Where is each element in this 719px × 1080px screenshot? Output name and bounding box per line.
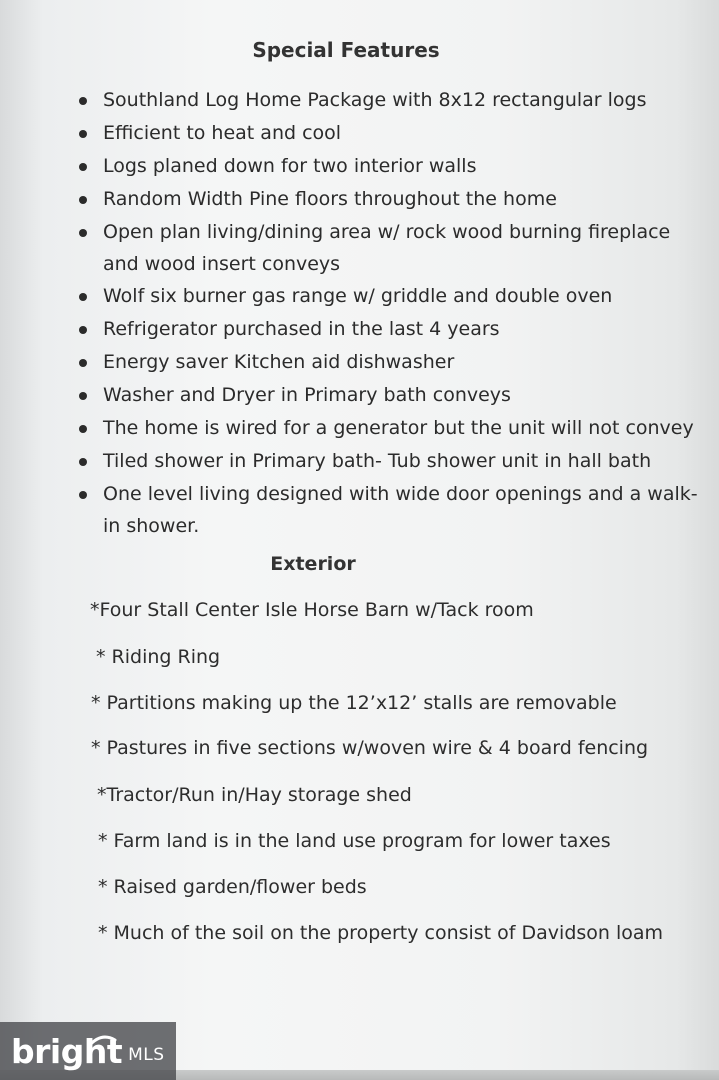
list-item: Efficient to heat and cool: [0, 117, 719, 150]
watermark-brand: bright: [11, 1031, 123, 1071]
exterior-item: * Pastures in five sections w/woven wire & 4 board fencing: [91, 737, 649, 759]
exterior-item: *Four Stall Center Isle Horse Barn w/Tack room: [90, 599, 534, 621]
exterior-item: * Farm land is in the land use program for lower taxes: [98, 830, 611, 852]
exterior-item: * Riding Ring: [96, 646, 221, 668]
list-item: Open plan living/dining area w/ rock wood burning fireplace and wood insert conveys: [0, 216, 719, 280]
features-list: [0, 84, 719, 542]
bullet-icon: [79, 359, 87, 367]
bullet-icon: [79, 392, 87, 400]
bullet-icon: [79, 491, 87, 499]
special-features-heading: Special Features: [252, 38, 440, 62]
list-item: Southland Log Home Package with 8x12 rectangular logs: [0, 84, 719, 117]
list-item: Energy saver Kitchen aid dishwasher: [0, 346, 719, 379]
list-item: Washer and Dryer in Primary bath conveys: [0, 379, 719, 412]
list-item: One level living designed with wide door openings and a walk- in shower.: [0, 478, 719, 542]
exterior-heading: Exterior: [270, 553, 356, 575]
exterior-item: * Raised garden/flower beds: [98, 876, 367, 898]
bright-mls-watermark: [0, 1022, 176, 1080]
bullet-icon: [79, 163, 87, 171]
bullet-icon: [79, 97, 87, 105]
exterior-item: * Much of the soil on the property consist of Davidson loam: [98, 922, 664, 944]
list-item: Logs planed down for two interior walls: [0, 150, 719, 183]
list-item: Tiled shower in Primary bath- Tub shower unit in hall bath: [0, 445, 719, 478]
exterior-item: * Partitions making up the 12’x12’ stalls are removable: [91, 692, 617, 714]
bullet-icon: [79, 425, 87, 433]
bullet-icon: [79, 293, 87, 301]
bullet-icon: [79, 196, 87, 204]
watermark-suffix: MLS: [128, 1045, 165, 1065]
swoosh-icon: [87, 1034, 117, 1048]
list-item: Random Width Pine floors throughout the home: [0, 183, 719, 216]
exterior-item: *Tractor/Run in/Hay storage shed: [97, 784, 412, 806]
list-item: Refrigerator purchased in the last 4 years: [0, 313, 719, 346]
bullet-icon: [79, 326, 87, 334]
list-item: Wolf six burner gas range w/ griddle and double oven: [0, 280, 719, 313]
bullet-icon: [79, 130, 87, 138]
bullet-icon: [79, 229, 87, 237]
bullet-icon: [79, 458, 87, 466]
list-item: The home is wired for a generator but the unit will not convey: [0, 412, 719, 445]
